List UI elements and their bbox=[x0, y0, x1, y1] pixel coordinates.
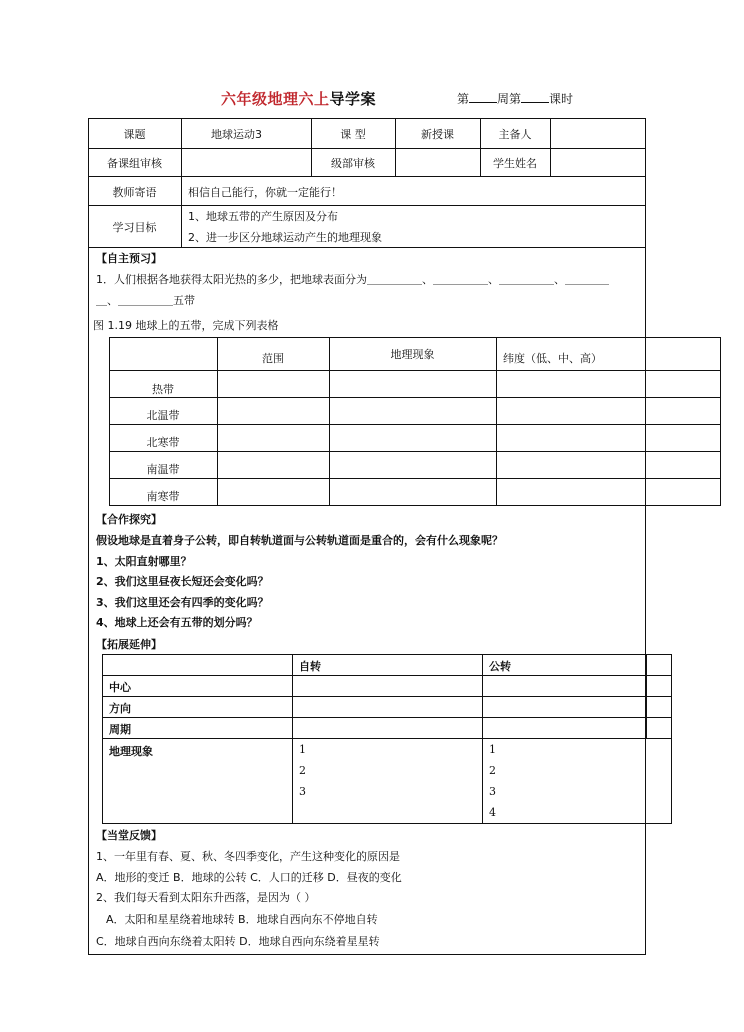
divider bbox=[329, 337, 330, 506]
zone-row-label: 北寒带 bbox=[146, 436, 180, 449]
feedback-q2-options-ab: A．太阳和星星绕着地球转 B．地球自西向东不停地自转 bbox=[106, 913, 378, 926]
divider bbox=[496, 337, 497, 506]
motion-table bbox=[102, 654, 672, 824]
figure-note: 图 1.19 地球上的五带，完成下列表格 bbox=[93, 319, 279, 332]
divider bbox=[102, 738, 672, 739]
divider bbox=[109, 451, 721, 452]
feedback-heading: 【当堂反馈】 bbox=[96, 829, 162, 842]
topic-label: 课题 bbox=[123, 128, 146, 141]
preparer-label: 主备人 bbox=[498, 128, 532, 141]
zone-col-range: 范围 bbox=[262, 352, 284, 365]
teacher-msg-value: 相信自己能行，你就一定能行！ bbox=[188, 186, 342, 199]
cooperate-heading: 【合作探究】 bbox=[96, 513, 162, 526]
lesson-blank[interactable] bbox=[521, 92, 549, 103]
week-mid: 周第 bbox=[497, 92, 522, 106]
grade-review-label: 级部审核 bbox=[331, 157, 375, 170]
divider bbox=[109, 424, 721, 425]
goals-label: 学习目标 bbox=[112, 221, 157, 234]
zone-col-phenomena: 地理现象 bbox=[390, 348, 435, 361]
feedback-q1-options: A．地形的变迁 B．地球的公转 C．人口的迁移 D．昼夜的变化 bbox=[96, 871, 402, 884]
page-title bbox=[221, 88, 376, 109]
row-direction: 方向 bbox=[109, 702, 131, 715]
week-prefix: 第 bbox=[457, 92, 470, 106]
week-blank[interactable] bbox=[469, 92, 497, 103]
row-center: 中心 bbox=[109, 681, 131, 694]
week-lesson-field bbox=[457, 90, 573, 107]
revolution-num: 1 bbox=[489, 743, 496, 756]
revolution-num: 4 bbox=[489, 806, 496, 819]
zone-row-label: 南温带 bbox=[146, 463, 180, 476]
revolution-num: 3 bbox=[489, 785, 496, 798]
zone-row-label: 北温带 bbox=[146, 409, 180, 422]
zone-row-label: 热带 bbox=[152, 383, 174, 396]
divider bbox=[109, 478, 721, 479]
title-subject: 地理六上 bbox=[267, 90, 330, 108]
week-suffix: 课时 bbox=[549, 92, 574, 106]
revolution-num: 2 bbox=[489, 764, 496, 777]
col-rotation: 自转 bbox=[299, 660, 321, 673]
type-value: 新授课 bbox=[421, 128, 454, 141]
extend-heading: 【拓展延伸】 bbox=[96, 638, 162, 651]
divider bbox=[292, 654, 293, 824]
preview-heading: 【自主预习】 bbox=[96, 252, 162, 265]
rotation-num: 1 bbox=[299, 743, 306, 756]
row-period: 周期 bbox=[109, 723, 131, 736]
zone-row-label: 南寒带 bbox=[146, 490, 180, 503]
divider bbox=[102, 717, 672, 718]
divider bbox=[181, 118, 182, 247]
title-bar bbox=[0, 88, 744, 110]
topic-value: 地球运动3 bbox=[211, 128, 262, 141]
cooperate-lead: 假设地球是直着身子公转，即自转轨道面与公转轨道面是重合的，会有什么现象呢？ bbox=[96, 534, 503, 547]
cooperate-question: 4、地球上还会有五带的划分吗？ bbox=[96, 616, 258, 629]
divider bbox=[102, 675, 672, 676]
feedback-q2: 2、我们每天看到太阳东升西落，是因为（ ） bbox=[96, 891, 316, 904]
cooperate-question: 1、太阳直射哪里？ bbox=[96, 555, 192, 568]
cooperate-question: 2、我们这里昼夜长短还会变化吗？ bbox=[96, 575, 269, 588]
teacher-msg-label: 教师寄语 bbox=[112, 186, 157, 199]
cooperate-question: 3、我们这里还会有四季的变化吗？ bbox=[96, 596, 269, 609]
divider bbox=[88, 247, 646, 248]
divider bbox=[550, 118, 551, 176]
preview-q1-line1: 1．人们根据各地获得太阳光热的多少，把地球表面分为＿＿＿＿＿、＿＿＿＿＿、＿＿＿＿＿、＿＿＿＿ bbox=[96, 273, 609, 286]
rotation-num: 2 bbox=[299, 764, 306, 777]
divider bbox=[646, 654, 647, 739]
divider bbox=[88, 148, 646, 149]
col-revolution: 公转 bbox=[489, 660, 511, 673]
feedback-q1: 1、一年里有春、夏、秋、冬四季变化，产生这种变化的原因是 bbox=[96, 850, 400, 863]
divider bbox=[109, 370, 721, 371]
group-review-label: 备课组审核 bbox=[107, 157, 162, 170]
divider bbox=[88, 176, 646, 177]
feedback-q2-options-cd: C．地球自西向东绕着太阳转 D．地球自西向东绕着星星转 bbox=[96, 935, 380, 948]
zone-col-latitude: 纬度（低、中、高） bbox=[503, 352, 602, 365]
divider bbox=[109, 397, 721, 398]
goal-item: 1、地球五带的产生原因及分布 bbox=[188, 210, 338, 223]
row-phenomena: 地理现象 bbox=[109, 745, 153, 758]
divider bbox=[482, 654, 483, 824]
title-suffix: 导学案 bbox=[329, 90, 377, 108]
rotation-num: 3 bbox=[299, 785, 306, 798]
title-grade: 六年级 bbox=[221, 90, 268, 108]
divider bbox=[88, 205, 646, 206]
type-label: 课 型 bbox=[340, 128, 366, 141]
preview-q1-line2: ＿、＿＿＿＿＿五带 bbox=[96, 294, 195, 307]
goal-item: 2、进一步区分地球运动产生的地理现象 bbox=[188, 231, 382, 244]
divider bbox=[102, 696, 672, 697]
student-name-label: 学生姓名 bbox=[493, 157, 537, 170]
